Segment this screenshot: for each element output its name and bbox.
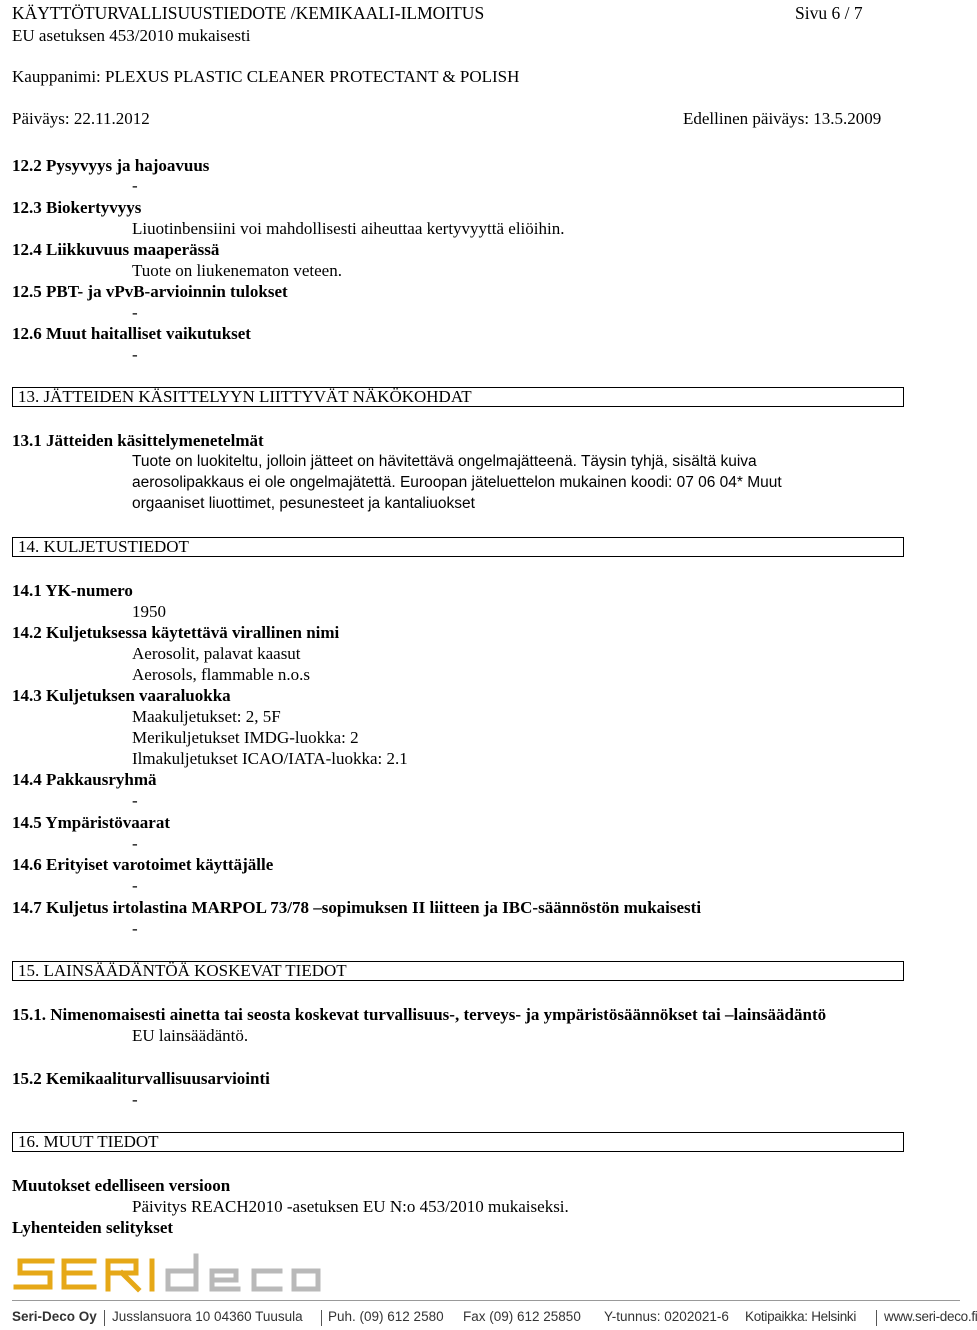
footer-fax: Fax (09) 612 25850 (463, 1309, 581, 1324)
heading-changes: Muutokset edelliseen versioon (12, 1176, 231, 1195)
section-14-title: 14. KULJETUSTIEDOT (18, 537, 189, 556)
footer-separator (104, 1310, 105, 1326)
heading-14-1: 14.1 YK-numero (12, 581, 133, 600)
text-12-4: Tuote on liukenematon veteen. (132, 261, 342, 280)
footer-domicile: Kotipaikka: Helsinki (745, 1309, 857, 1324)
dash: - (132, 919, 138, 938)
heading-abbreviations: Lyhenteiden selitykset (12, 1218, 174, 1237)
heading-13-1: 13.1 Jätteiden käsittelymenetelmät (12, 431, 264, 450)
footer-website[interactable]: www.seri-deco.fi (884, 1309, 977, 1324)
heading-12-6: 12.6 Muut haitalliset vaikutukset (12, 324, 251, 343)
heading-15-2: 15.2 Kemikaaliturvallisuusarviointi (12, 1069, 270, 1088)
section-13-header (12, 387, 904, 407)
text-15-1: EU lainsäädäntö. (132, 1026, 249, 1045)
air-class: Ilmakuljetukset ICAO/IATA-luokka: 2.1 (132, 749, 408, 768)
section-15-title: 15. LAINSÄÄDÄNTÖÄ KOSKEVAT TIEDOT (18, 961, 347, 980)
dash: - (132, 1090, 138, 1109)
shipping-name-en: Aerosols, flammable n.o.s (132, 665, 310, 684)
heading-14-7: 14.7 Kuljetus irtolastina MARPOL 73/78 –sopimuksen II liitteen ja IBC-säännöstön mukaisesti (12, 898, 702, 917)
section-15-header (12, 961, 904, 981)
heading-12-4: 12.4 Liikkuvuus maaperässä (12, 240, 220, 259)
heading-12-2: 12.2 Pysyvyys ja hajoavuus (12, 156, 210, 175)
heading-14-3: 14.3 Kuljetuksen vaaraluokka (12, 686, 231, 705)
heading-14-5: 14.5 Ympäristövaarat (12, 813, 171, 832)
heading-14-6: 14.6 Erityiset varotoimet käyttäjälle (12, 855, 274, 874)
document-type: KÄYTTÖTURVALLISUUSTIEDOTE /KEMIKAALI-ILMOITUS (12, 3, 485, 23)
land-class: Maakuljetukset: 2, 5F (132, 707, 281, 726)
dash: - (132, 791, 138, 810)
heading-15-1: 15.1. Nimenomaisesti ainetta tai seosta koskevat turvallisuus-, terveys- ja ympäristösäännökset tai –lainsäädäntö (12, 1005, 827, 1024)
page-number: Sivu 6 / 7 (795, 3, 863, 23)
regulation: EU asetuksen 453/2010 mukaisesti (12, 26, 251, 45)
footer-address: Jusslansuora 10 04360 Tuusula (112, 1309, 303, 1324)
shipping-name-fi: Aerosolit, palavat kaasut (132, 644, 301, 663)
text-13-1-line2: aerosolipakkaus ei ole ongelmajätettä. Euroopan jäteluettelon mukainen koodi: 07 06 04* Muut (132, 474, 782, 491)
date: Päiväys: 22.11.2012 (12, 109, 150, 128)
un-number: 1950 (132, 602, 166, 621)
product-name: Kauppanimi: PLEXUS PLASTIC CLEANER PROTECTANT & POLISH (12, 67, 520, 86)
dash: - (132, 303, 138, 322)
heading-14-4: 14.4 Pakkausryhmä (12, 770, 157, 789)
previous-date: Edellinen päiväys: 13.5.2009 (683, 109, 882, 128)
heading-14-2: 14.2 Kuljetuksessa käytettävä virallinen nimi (12, 623, 340, 642)
heading-12-5: 12.5 PBT- ja vPvB-arvioinnin tulokset (12, 282, 288, 301)
dash: - (132, 345, 138, 364)
section-14-header (12, 537, 904, 557)
footer (0, 1307, 977, 1330)
text-13-1-line3: orgaaniset liuottimet, pesunesteet ja kantaliuokset (132, 495, 475, 512)
text-12-3: Liuotinbensiini voi mahdollisesti aiheuttaa kertyvyyttä eliöihin. (132, 219, 565, 238)
dash: - (132, 876, 138, 895)
section-16-title: 16. MUUT TIEDOT (18, 1132, 159, 1151)
footer-business-id: Y-tunnus: 0202021-6 (604, 1309, 729, 1324)
dash: - (132, 176, 138, 195)
section-16-header (12, 1132, 904, 1152)
footer-divider (12, 1300, 960, 1301)
dash: - (132, 834, 138, 853)
section-13-title: 13. JÄTTEIDEN KÄSITTELYYN LIITTYVÄT NÄKÖKOHDAT (18, 387, 472, 406)
footer-phone: Puh. (09) 612 2580 (328, 1309, 444, 1324)
heading-12-3: 12.3 Biokertyvyys (12, 198, 142, 217)
footer-separator (876, 1310, 877, 1326)
text-13-1-line1: Tuote on luokiteltu, jolloin jätteet on hävitettävä ongelmajätteenä. Täysin tyhjä, sisältä kuiva (132, 453, 757, 470)
sea-class: Merikuljetukset IMDG-luokka: 2 (132, 728, 359, 747)
footer-separator (321, 1310, 322, 1326)
seri-deco-logo (12, 1252, 322, 1296)
text-changes: Päivitys REACH2010 -asetuksen EU N:o 453/2010 mukaiseksi. (132, 1197, 569, 1216)
footer-company: Seri-Deco Oy (12, 1309, 97, 1324)
